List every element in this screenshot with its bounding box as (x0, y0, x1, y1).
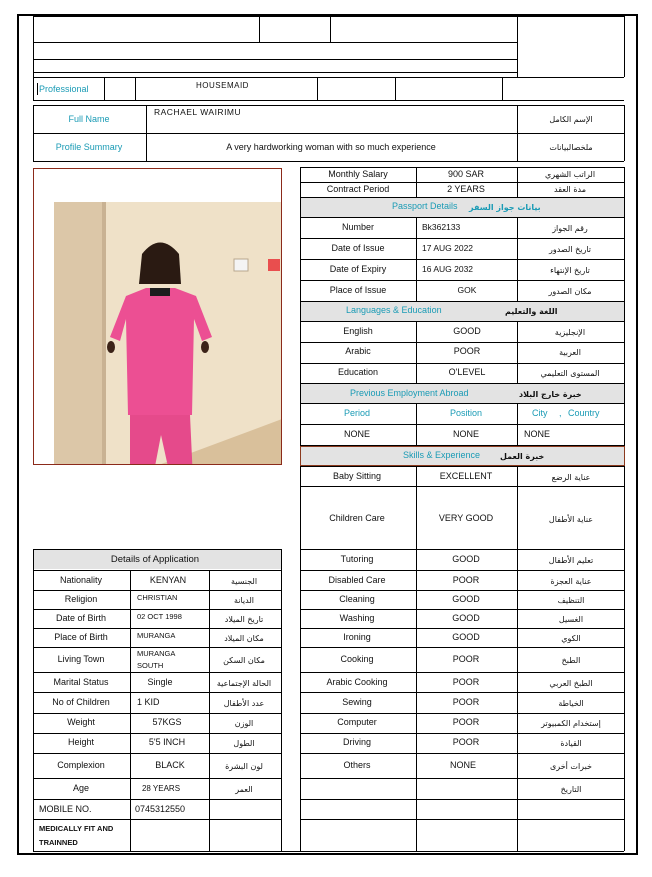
skill-driving: Driving (342, 737, 372, 747)
rule (33, 100, 624, 101)
date-ar-label: التاريخ (560, 785, 582, 794)
col-separator: , (559, 408, 562, 418)
rule (300, 167, 301, 851)
col-position: Position (449, 408, 483, 418)
place-of-birth-value: MURANGA (137, 631, 176, 640)
skill-cleaning-value: GOOD (452, 594, 480, 604)
rule (146, 105, 147, 161)
passport-number-ar: رقم الجواز (552, 224, 588, 233)
expiry-date-ar: تاريخ الإنتهاء (550, 266, 590, 275)
english-label: English (343, 326, 373, 336)
rule (300, 753, 624, 754)
skill-baby-sitting-ar: عناية الرضع (551, 473, 591, 482)
rule (33, 42, 518, 43)
issue-date-label: Date of Issue (331, 243, 385, 253)
skill-children-care-ar: عناية الأطفال (548, 515, 594, 524)
profile-summary-value: A very hardworking woman with so much experience (226, 142, 436, 152)
living-town-value: MURANGA SOUTH (137, 649, 175, 670)
rule (33, 692, 281, 693)
arabic-value: POOR (453, 346, 481, 356)
contract-ar: مدة العقد (554, 185, 586, 194)
monthly-salary-value: 900 SAR (447, 169, 485, 179)
skill-washing-ar: الغسيل (558, 615, 584, 624)
rule (33, 851, 624, 852)
languages-heading: Languages & Education (346, 305, 442, 315)
employment-country: NONE (524, 429, 551, 439)
rule (300, 486, 624, 487)
rule (33, 590, 281, 591)
passport-number-label: Number (341, 222, 375, 232)
rule (33, 133, 624, 134)
rule (300, 342, 624, 343)
skill-others: Others (343, 760, 371, 770)
rule (33, 753, 281, 754)
issue-date-value: 17 AUG 2022 (422, 243, 474, 253)
dob-value: 02 OCT 1998 (137, 612, 182, 621)
rule (33, 628, 281, 629)
employment-heading-ar: خبرة خارج البلاد (519, 390, 582, 399)
skill-driving-ar: القيادة (560, 739, 582, 748)
rule (135, 77, 136, 100)
education-ar: المستوى التعليمي (540, 369, 600, 378)
rule (300, 259, 624, 260)
place-of-birth-ar: مكان الميلاد (224, 634, 264, 643)
skill-others-value: NONE (449, 760, 477, 770)
rule (300, 672, 624, 673)
place-of-birth-label: Place of Birth (54, 632, 108, 642)
rule (300, 167, 624, 168)
marital-status-ar: الحالة الإجتماعية (216, 679, 272, 688)
rule (33, 778, 281, 779)
col-country: Country (568, 408, 600, 418)
full-name-value: RACHAEL WAIRIMU (154, 107, 242, 117)
medical-status-line1: MEDICALLY FIT AND (39, 824, 114, 833)
rule (33, 161, 624, 162)
rule (517, 105, 518, 161)
rule (624, 105, 625, 161)
skill-cooking: Cooking (340, 654, 374, 664)
skill-sewing-value: POOR (452, 697, 480, 707)
position-value: HOUSEMAID (196, 81, 249, 90)
skill-ironing: Ironing (343, 632, 371, 642)
skill-children-care-value: VERY GOOD (438, 513, 494, 523)
full-name-ar: الإسم الكامل (549, 115, 593, 124)
mobile-label: MOBILE NO. (39, 804, 92, 814)
skill-baby-sitting: Baby Sitting (332, 471, 382, 481)
rule (330, 16, 331, 42)
candidate-photo (34, 169, 281, 464)
rule (33, 672, 281, 673)
rule (300, 609, 624, 610)
skill-computer: Computer (337, 717, 377, 727)
skill-arabic-cooking-ar: الطبخ العربي (549, 679, 593, 688)
skill-driving-value: POOR (452, 737, 480, 747)
skill-sewing: Sewing (342, 697, 372, 707)
medical-status-line2: TRAINNED (39, 838, 78, 847)
age-value: 28 YEARS (141, 784, 181, 793)
rule (300, 799, 624, 800)
skill-arabic-cooking-value: POOR (452, 677, 480, 687)
rule (104, 77, 105, 100)
rule (130, 570, 131, 851)
contract-value: 2 YEARS (447, 184, 485, 194)
skills-heading: Skills & Experience (403, 450, 481, 460)
photo-frame (33, 168, 282, 465)
children-label: No of Children (52, 697, 110, 707)
rule (300, 238, 624, 239)
marital-status-label: Marital Status (53, 677, 109, 687)
skill-arabic-cooking: Arabic Cooking (326, 677, 388, 687)
skill-others-ar: خبرات أخرى (550, 762, 592, 771)
education-value: O'LEVEL (448, 367, 486, 377)
children-ar: عدد الأطفال (223, 699, 265, 708)
profile-summary-label: Profile Summary (55, 142, 123, 152)
rule (300, 590, 624, 591)
skill-disabled-care-value: POOR (452, 575, 480, 585)
arabic-label: Arabic (345, 346, 371, 356)
rule (624, 16, 625, 77)
rule (517, 466, 518, 851)
rule (517, 321, 518, 383)
children-value: 1 KID (137, 697, 160, 707)
skill-sewing-ar: الخياطة (558, 699, 584, 708)
rule (300, 549, 624, 550)
skill-tutoring-ar: تعليم الأطفال (548, 556, 594, 565)
dob-ar: تاريخ الميلاد (224, 615, 264, 624)
rule (33, 72, 518, 73)
mobile-value: 0745312550 (135, 804, 186, 814)
rule (33, 713, 281, 714)
languages-heading-ar: اللغة والتعليم (505, 307, 558, 316)
monthly-salary-label: Monthly Salary (328, 169, 388, 179)
rule (416, 321, 417, 383)
rule (300, 403, 624, 404)
skill-cleaning: Cleaning (339, 594, 375, 604)
rule (300, 466, 624, 467)
passport-heading-band (301, 198, 624, 217)
skill-tutoring: Tutoring (340, 554, 374, 564)
rule (33, 799, 281, 800)
rule (300, 182, 624, 183)
rule (300, 424, 624, 425)
issue-date-ar: تاريخ الصدور (549, 245, 591, 254)
passport-heading-ar: بيانات جواز السفر (469, 203, 541, 212)
rule (300, 778, 624, 779)
skill-children-care: Children Care (329, 513, 385, 523)
rule (281, 549, 282, 851)
rule (317, 77, 318, 100)
rule (33, 77, 624, 78)
rule (300, 647, 624, 648)
rule (300, 713, 624, 714)
rule (300, 217, 624, 218)
rule (33, 549, 34, 851)
skill-ironing-value: GOOD (452, 632, 480, 642)
col-period: Period (343, 408, 371, 418)
rule (259, 16, 260, 42)
complexion-value: BLACK (155, 760, 185, 770)
rule (300, 321, 624, 322)
rule (33, 609, 281, 610)
nationality-value: KENYAN (149, 575, 187, 585)
rule (33, 16, 34, 100)
english-ar: الإنجليزية (554, 328, 586, 337)
application-heading: Details of Application (110, 554, 200, 565)
rule (517, 16, 518, 77)
rule (300, 280, 624, 281)
rule (33, 105, 624, 106)
skill-tutoring-value: GOOD (452, 554, 480, 564)
rule (395, 77, 396, 100)
contract-label: Contract Period (326, 184, 390, 194)
weight-ar: الوزن (234, 719, 254, 728)
rule (300, 692, 624, 693)
rule (300, 819, 624, 820)
rule (502, 77, 503, 100)
weight-label: Weight (67, 717, 95, 727)
rule (209, 570, 210, 851)
skill-washing: Washing (339, 613, 375, 623)
skill-ironing-ar: الكوي (561, 634, 581, 643)
height-value: 5'5 INCH (148, 737, 186, 747)
complexion-label: Complexion (57, 760, 105, 770)
monthly-salary-ar: الراتب الشهري (544, 170, 596, 179)
religion-value: CHRISTIAN (137, 593, 178, 602)
skill-computer-value: POOR (452, 717, 480, 727)
skill-cooking-ar: الطبخ (561, 656, 581, 665)
place-of-issue-label: Place of Issue (329, 285, 387, 295)
rule (33, 733, 281, 734)
employment-position: NONE (452, 429, 480, 439)
rule (300, 733, 624, 734)
weight-value: 57KGS (152, 717, 182, 727)
profile-summary-ar: ملخصالبيانات (549, 143, 593, 152)
place-of-issue-ar: مكان الصدور (548, 287, 592, 296)
dob-label: Date of Birth (55, 613, 107, 623)
rule (624, 167, 625, 851)
rule (300, 628, 624, 629)
rule (33, 570, 281, 571)
height-ar: الطول (233, 739, 255, 748)
nationality-ar: الجنسية (230, 577, 258, 586)
rule (33, 59, 518, 60)
rule (33, 549, 281, 550)
employment-heading: Previous Employment Abroad (350, 388, 469, 398)
skill-cooking-value: POOR (452, 654, 480, 664)
rule (33, 105, 34, 161)
rule (33, 819, 281, 820)
expiry-date-value: 16 AUG 2032 (422, 264, 474, 274)
text-cursor (37, 83, 38, 95)
full-name-label: Full Name (68, 114, 110, 124)
living-town-label: Living Town (57, 654, 105, 664)
professional-label: Professional (39, 84, 89, 94)
skills-heading-ar: خبرة العمل (500, 452, 545, 461)
col-city: City (532, 408, 548, 418)
rule (300, 363, 624, 364)
passport-number-value: Bk362133 (422, 222, 461, 232)
marital-status-value: Single (147, 677, 173, 687)
age-ar: العمر (235, 785, 253, 794)
expiry-date-label: Date of Expiry (329, 264, 387, 274)
skill-washing-value: GOOD (452, 613, 480, 623)
english-value: GOOD (453, 326, 481, 336)
rule (33, 16, 624, 17)
height-label: Height (67, 737, 95, 747)
living-town-ar: مكان السكن (223, 656, 265, 665)
skill-disabled-care: Disabled Care (328, 575, 386, 585)
employment-period: NONE (343, 429, 371, 439)
complexion-ar: لون البشرة (225, 762, 263, 771)
education-label: Education (337, 367, 379, 377)
religion-ar: الديانة (233, 596, 255, 605)
skill-disabled-care-ar: عناية العجزة (550, 577, 592, 586)
religion-label: Religion (64, 594, 98, 604)
rule (300, 570, 624, 571)
skill-computer-ar: إستخدام الكمبيوتر (541, 719, 601, 728)
skill-cleaning-ar: التنظيف (557, 596, 585, 605)
place-of-issue-value: GOK (457, 285, 477, 295)
passport-heading: Passport Details (392, 201, 458, 211)
nationality-label: Nationality (59, 575, 103, 585)
age-label: Age (72, 783, 90, 793)
skill-baby-sitting-value: EXCELLENT (439, 471, 493, 481)
arabic-ar: العربية (559, 348, 581, 357)
rule (416, 466, 417, 851)
